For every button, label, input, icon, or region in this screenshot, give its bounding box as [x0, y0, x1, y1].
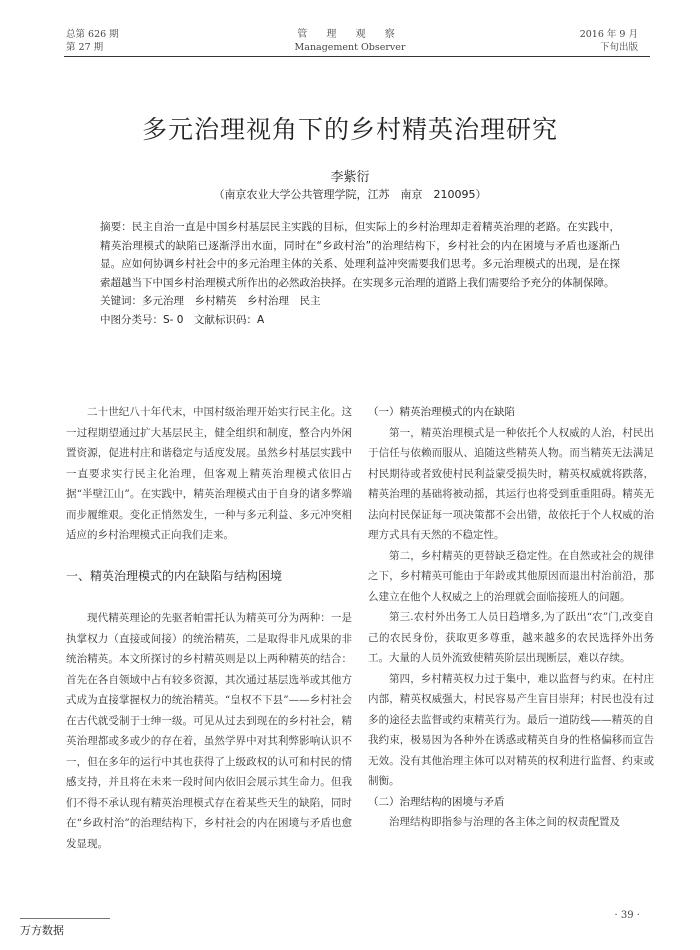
- intro-paragraph: 二十世纪八十年代末，中国村级治理开始实行民主化。这一过程期望通过扩大基层民主，健全组织和制度，整合内外闲置资源，促进村庄和谐稳定与适度发展。虽然乡村基层实践中一直要求实行民主化治理，但客观上精英治理模式依旧占据“半壁江山”。在实践中，精英治理模式由于自身的诸多弊端而步履维艰。变化正悄然发生，一种与多元利益、多元冲突相适应的乡村治理模式正向我们走来。: [66, 406, 352, 541]
- body-paragraph: 第二，乡村精英的更替缺乏稳定性。在自然或社会的规律之下，乡村精英可能由于年龄或其他原因而退出村治前沿，那么建立在他个人权威之上的治理就会面临接班人的问题。: [368, 549, 654, 603]
- classification-codes: 中图分类号：S- 0 文献标识码：A: [100, 313, 265, 326]
- subsection-heading-2: （二）治理结构的困境与矛盾: [368, 795, 505, 808]
- subsection-heading-1: （一）精英治理模式的内在缺陷: [368, 406, 515, 418]
- left-column: [66, 402, 352, 854]
- right-column: [368, 402, 654, 833]
- abstract-text: 摘要：民主自治一直是中国乡村基层民主实践的目标，但实际上的乡村治理却走着精英治理的老路。在实践中，精英治理模式的缺陷已逐渐浮出水面，同时在“乡政村治”的治理结构下，乡村社会的内在困境与矛盾也逐渐凸显。应如何协调乡村社会中的多元治理主体的关系、处理利益冲突需要我们思考。多元治理模式的出现，是在探索超越当下中国乡村治理模式所作出的必然政治抉择。在实现多元治理的道路上我们需要给予充分的体制保障。: [100, 221, 620, 289]
- author-name: 李紫衍: [330, 170, 370, 185]
- body-paragraph: 第一，精英治理模式是一种依托个人权威的人治，村民出于信任与依赖而服从、追随这些精英人物。而当精英无法满足村民期待或者致使村民利益蒙受损失时，精英权威就将跌落，精英治理的基础将被动摇，其运行也将受到重重阻碍。精英无法向村民保证每一项决策都不会出错，故依托于个人权威的治理方式具有天然的不稳定性。: [368, 426, 654, 541]
- issue-number: 第 27 期: [66, 42, 104, 53]
- keywords: 关键词：多元治理 乡村精英 乡村治理 民主: [100, 295, 321, 307]
- section-heading-1: 一、精英治理模式的内在缺陷与结构困境: [66, 568, 283, 583]
- body-paragraph: 第四，乡村精英权力过于集中，难以监督与约束。在村庄内部，精英权威强大，村民容易产生盲目崇拜；村民也没有过多的途径去监督或约束精英行为。最后一道防线——精英的自我约束，极易因为各种外在诱惑或精英自身的性格偏移而宣告无效。没有其他治理主体可以对精英的权利进行监督、约束或制衡。: [368, 672, 654, 787]
- publication-month: 2016 年 9 月: [579, 29, 638, 40]
- page-number: · 39 ·: [614, 910, 640, 921]
- watermark-text: 万方数据: [20, 924, 64, 937]
- body-paragraph: 第三.农村外出务工人员日趋增多,为了跃出“农”门,改变自己的农民身份，获取更多尊重，越来越多的农民选择外出务工。大量的人员外流致使精英阶层出现断层，难以存续。: [368, 611, 654, 664]
- total-issue-number: 总第 626 期: [66, 29, 119, 40]
- footer-divider: [20, 918, 110, 919]
- body-paragraph: 现代精英理论的先驱者帕雷托认为精英可分为两种：一是执掌权力（直接或间接）的统治精英，二是取得非凡成果的非统治精英。本文所探讨的乡村精英则是以上两种精英的结合：首先在各自领域中占有较多资源，其次通过基层选举或其他方式成为直接掌握权力的统治精英。“皇权不下县”——乡村社会在古代就受制于士绅一级。可见从过去到现在的乡村社会，精英治理都或多或少的存在着，虽然学界中对其利弊影响认识不一，但在多年的运行中其也获得了上级政权的认可和村民的情感支持，并且将在未来一段时间内依旧会展示其生命力。但我们不得不承认现有精英治理模式存在着某些天生的缺陷，同时在“乡政村治”的治理结构下，乡村社会的内在困境与矛盾也愈发显现。: [66, 612, 352, 850]
- author-affiliation: （南京农业大学公共管理学院，江苏 南京 210095）: [213, 188, 487, 201]
- article-title: 多元治理视角下的乡村精英治理研究: [141, 115, 558, 144]
- publication-period: 下旬出版: [599, 42, 638, 53]
- body-paragraph: 治理结构即指参与治理的各主体之间的权责配置及: [389, 816, 620, 828]
- header-divider: [64, 56, 650, 57]
- journal-name-en: Management Observer: [294, 42, 406, 53]
- abstract-block: [100, 218, 620, 329]
- journal-name-cn: 管 理 观 察: [297, 29, 403, 40]
- publication-date: [580, 28, 638, 54]
